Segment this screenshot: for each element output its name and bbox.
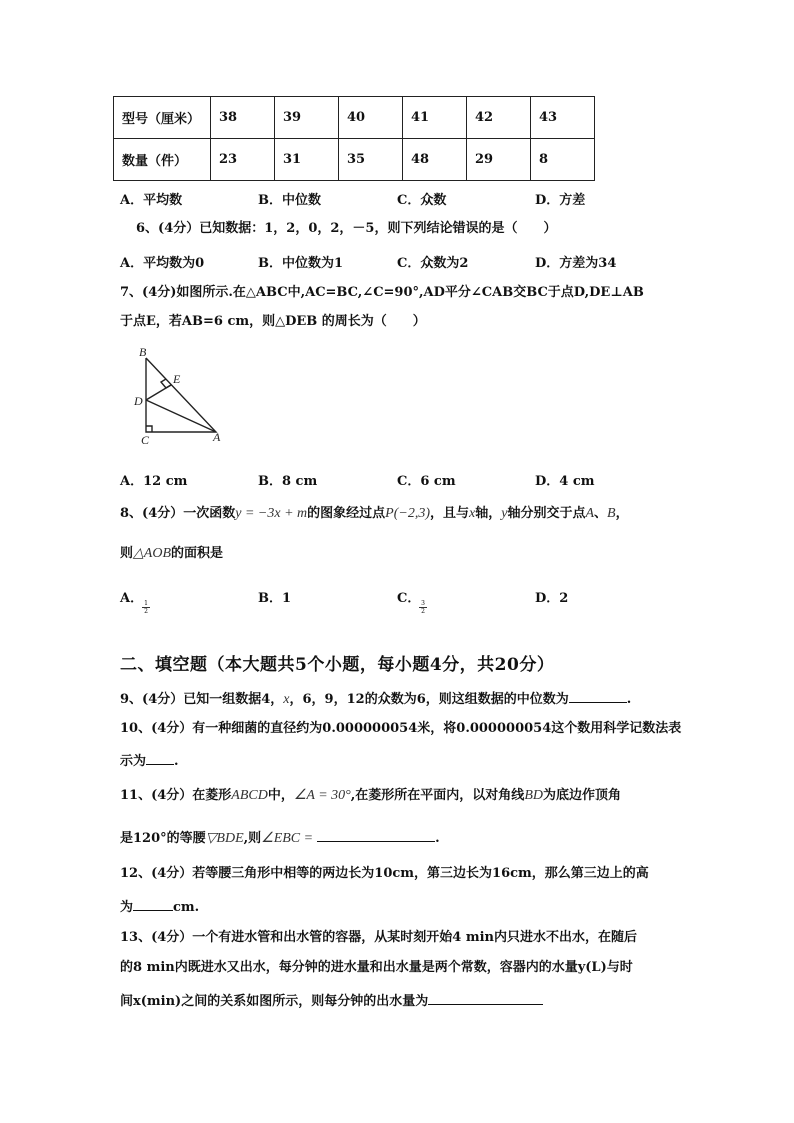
- table-row: [114, 139, 595, 181]
- label-a: A: [213, 430, 221, 444]
- fraction-one-half: $\frac{1}{2}$: [142, 600, 150, 615]
- table-cell: 35: [339, 139, 403, 181]
- label-b: B: [139, 345, 147, 359]
- section-heading: 二、填空题（本大题共5个小题，每小题4分，共20分）: [120, 655, 555, 675]
- table-cell: 48: [403, 139, 467, 181]
- table-cell: 43: [531, 97, 595, 139]
- table-cell: 23: [211, 139, 275, 181]
- q13-stem-line1: 13、(4分）一个有进水管和出水管的容器，从某时刻开始4 min内只进水不出水，在随后: [120, 930, 638, 945]
- table-cell: 38: [211, 97, 275, 139]
- table-row: [114, 97, 595, 139]
- table-cell: 31: [275, 139, 339, 181]
- q9-stem: 9、(4分）已知一组数据4，x，6，9，12的众数为6，则这组数据的中位数为 .: [120, 688, 631, 709]
- q12-stem-line2: 为 cm.: [120, 896, 199, 917]
- q7-option-c: C．6 cm: [397, 474, 456, 489]
- table-cell: 29: [467, 139, 531, 181]
- answer-blank: [428, 990, 543, 1005]
- q8-option-b: B．1: [258, 591, 292, 606]
- q10-stem-line2: 示为 .: [120, 750, 179, 771]
- answer-blank: [317, 827, 435, 842]
- formula-linear-function: y = −3x + m: [235, 506, 308, 521]
- q8-option-d: D．2: [535, 591, 569, 606]
- right-angle-c: [146, 426, 152, 432]
- q6-option-b: B．中位数为1: [258, 256, 344, 271]
- q6-stem: 6、(4分）已知数据：1，2，0，2，－5，则下列结论错误的是（ ）: [136, 221, 557, 236]
- answer-blank: [569, 688, 627, 703]
- q6-option-c: C．众数为2: [397, 256, 469, 271]
- table-header-count: 数量（件）: [114, 139, 211, 181]
- formula-point-p: P(−2,3): [385, 506, 430, 521]
- formula-triangle-aob: △AOB: [133, 546, 171, 561]
- q5-option-a: A．平均数: [120, 193, 183, 208]
- q7-option-d: D．4 cm: [535, 474, 595, 489]
- q7-stem-line2: 于点E，若AB=6 cm，则△DEB 的周长为（ ）: [120, 314, 426, 329]
- q6-option-a: A．平均数为0: [120, 256, 205, 271]
- q11-stem-line1: 11、(4分）在菱形ABCD中，∠A = 30°,在菱形所在平面内，以对角线BD为底边作顶角: [120, 788, 621, 803]
- q8-option-a: A．: [120, 591, 144, 606]
- table-cell: 8: [531, 139, 595, 181]
- answer-blank: [133, 896, 173, 911]
- q13-stem-line3: 间x(min)之间的关系如图所示，则每分钟的出水量为: [120, 990, 543, 1011]
- q8-stem-line1: 8、(4分）一次函数y = −3x + m的图象经过点P(−2,3)，且与x轴，y轴分别交于点A、B，: [120, 506, 629, 521]
- q6-option-d: D．方差为34: [535, 256, 617, 271]
- q8-option-c: C．: [397, 591, 421, 606]
- table-cell: 40: [339, 97, 403, 139]
- size-table: [113, 96, 595, 181]
- q8-stem-line2: 则△AOB的面积是: [120, 546, 224, 561]
- label-e: E: [173, 372, 181, 386]
- q7-stem-line1: 7、(4分)如图所示.在△ABC中,AC=BC,∠C=90°,AD平分∠CAB交BC于点D,DE⊥AB: [120, 285, 644, 300]
- q5-option-b: B．中位数: [258, 193, 321, 208]
- triangle-abc: [146, 358, 216, 432]
- q5-option-d: D．方差: [535, 193, 586, 208]
- answer-blank: [146, 750, 174, 765]
- table-header-size: 型号（厘米）: [114, 97, 211, 139]
- q10-stem-line1: 10、(4分）有一种细菌的直径约为0.000000054米，将0.000000054这个数用科学记数法表: [120, 721, 682, 736]
- triangle-figure: [125, 343, 235, 448]
- fraction-three-halves: $\frac{3}{2}$: [419, 600, 427, 615]
- q7-option-b: B．8 cm: [258, 474, 318, 489]
- q11-stem-line2: 是120°的等腰▽BDE,则∠EBC = .: [120, 827, 440, 848]
- q12-stem-line1: 12、(4分）若等腰三角形中相等的两边长为10cm，第三边长为16cm，那么第三边上的高: [120, 866, 649, 881]
- label-d: D: [134, 394, 143, 408]
- segment-ad: [146, 400, 216, 432]
- label-c: C: [141, 433, 150, 447]
- table-cell: 39: [275, 97, 339, 139]
- table-cell: 41: [403, 97, 467, 139]
- table-cell: 42: [467, 97, 531, 139]
- q13-stem-line2: 的8 min内既进水又出水，每分钟的进水量和出水量是两个常数，容器内的水量y(L)与时: [120, 960, 633, 975]
- q5-option-c: C．众数: [397, 193, 447, 208]
- q7-option-a: A．12 cm: [120, 474, 188, 489]
